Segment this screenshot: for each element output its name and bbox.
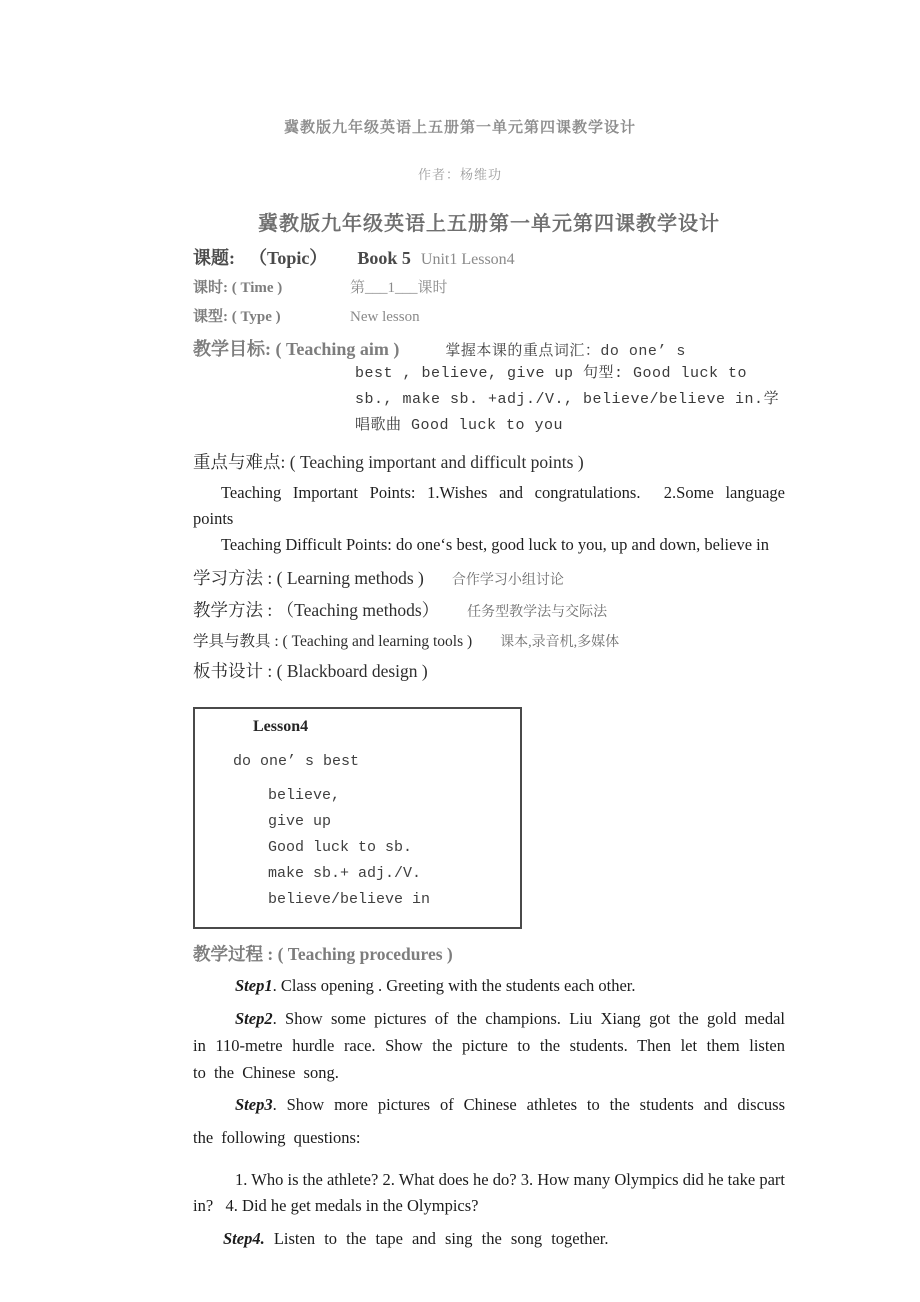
step4-label: Step4. <box>223 1229 265 1248</box>
step2-text: . Show some pictures of the champions. Liu Xiang got the gold medal in 110-metre hurdle race. Show the picture to the students. Then let them listen to the Chinese song. <box>193 1009 785 1082</box>
teaching-aim-intro: 掌握本课的重点词汇：do one’ s <box>445 343 686 360</box>
tools-label: 学具与教具 : ( Teaching and learning tools ) <box>193 633 473 650</box>
step1-paragraph <box>193 972 785 999</box>
discussion-questions: 1. Who is the athlete? 2. What does he do? 3. How many Olympics did he take part in? 4. Did he get medals in the Olympics? <box>193 1170 785 1215</box>
teaching-methods-label: 教学方法 : （Teaching methods） <box>193 600 440 620</box>
step1-label: Step1 <box>235 976 273 995</box>
blackboard-phrase-item: believe/believe in <box>268 891 431 908</box>
important-difficult-points-heading: 重点与难点: ( Teaching important and difficult points ) <box>193 452 584 472</box>
topic-label: 课题: <box>193 248 235 268</box>
teaching-aim-label: 教学目标: ( Teaching aim ) <box>193 339 400 359</box>
important-points-paragraph: Teaching Important Points: 1.Wishes and congratulations. 2.Some language points <box>193 483 785 528</box>
learning-methods-label: 学习方法 : ( Learning methods ) <box>193 568 424 588</box>
type-label: 课型: ( Type ) <box>193 309 281 325</box>
teaching-aim-continuation-3: 唱歌曲 Good luck to you <box>355 417 564 434</box>
step2-paragraph <box>193 1005 785 1086</box>
topic-unit-lesson: Unit1 Lesson4 <box>420 251 515 268</box>
step4-paragraph <box>193 1225 785 1252</box>
type-value: New lesson <box>350 309 420 325</box>
blackboard-phrase-main: do one’ s best <box>233 753 360 770</box>
teaching-methods-line <box>193 597 785 622</box>
blackboard-phrase-list <box>268 783 520 913</box>
topic-en-label: （Topic） <box>249 248 328 268</box>
blackboard-phrase-item: make sb.+ adj./V. <box>268 865 422 882</box>
tools-value: 课本,录音机,多媒体 <box>500 635 620 650</box>
learning-methods-line <box>193 565 785 590</box>
tools-line <box>193 629 785 651</box>
step2-label: Step2 <box>235 1009 273 1028</box>
blackboard-phrase-item: give up <box>268 813 332 830</box>
step3-text: . Show more pictures of Chinese athletes to the students and discuss the following questions: <box>193 1095 785 1147</box>
teaching-aim-continuation-2: sb., make sb. +adj./V., believe/believe in.学 <box>355 391 780 408</box>
type-line <box>193 306 785 328</box>
time-label: 课时: ( Time ) <box>193 280 283 296</box>
step4-text: Listen to the tape and sing the song together. <box>264 1229 609 1248</box>
blackboard-phrase-item: Good luck to sb. <box>268 839 413 856</box>
time-line <box>193 277 785 299</box>
blackboard-design-box <box>193 707 522 929</box>
blackboard-design-heading: 板书设计 : ( Blackboard design ) <box>193 661 428 681</box>
page-title: 冀教版九年级英语上五册第一单元第四课教学设计 <box>258 213 720 235</box>
teaching-methods-value: 任务型教学法与交际法 <box>467 605 608 620</box>
blackboard-lesson-title: Lesson4 <box>253 718 309 735</box>
blackboard-phrase-item: believe, <box>268 787 341 804</box>
document-top-title: 冀教版九年级英语上五册第一单元第四课教学设计 <box>283 119 636 136</box>
document-body <box>193 244 785 1252</box>
teaching-aim-line <box>193 335 785 361</box>
step3-paragraph <box>193 1088 785 1154</box>
step1-text: . Class opening . Greeting with the students each other. <box>272 976 636 995</box>
topic-book: Book 5 <box>357 248 411 268</box>
teaching-procedures-heading: 教学过程 : ( Teaching procedures ) <box>193 944 453 964</box>
teaching-aim-continuation-1: best , believe, give up 句型: Good luck to <box>355 365 748 382</box>
learning-methods-value: 合作学习小组讨论 <box>451 573 564 588</box>
author-line: 作者：杨维功 <box>417 167 502 182</box>
step3-label: Step3 <box>235 1095 273 1114</box>
time-value: 第___1___课时 <box>350 280 448 296</box>
difficult-points-paragraph: Teaching Difficult Points: do one‘s best, good luck to you, up and down, believe in <box>221 535 769 554</box>
topic-line <box>193 244 785 270</box>
